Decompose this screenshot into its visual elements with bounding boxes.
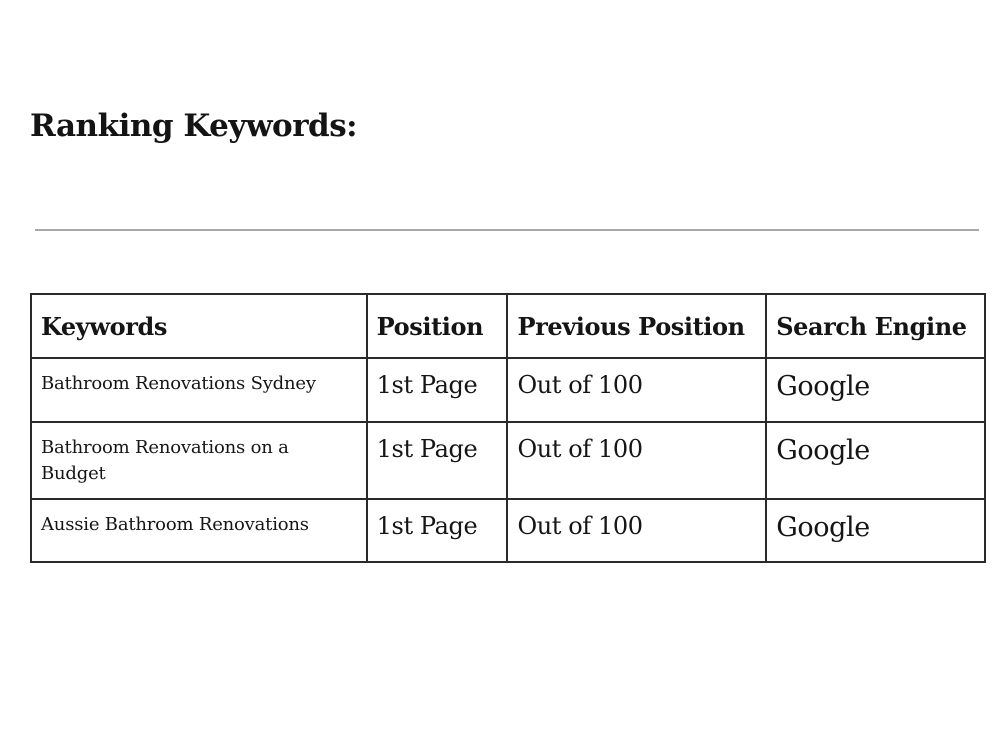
table-row: [31, 358, 985, 422]
position-cell: 1st Page: [367, 358, 508, 422]
keyword-cell: Bathroom Renovations Sydney: [31, 358, 367, 422]
previous-position-cell: Out of 100: [507, 422, 766, 499]
search-engine-cell: Google: [766, 499, 985, 562]
header-keywords: Keywords: [31, 294, 367, 358]
divider: [35, 229, 979, 231]
header-position: Position: [367, 294, 508, 358]
position-cell: 1st Page: [367, 499, 508, 562]
table-row: [31, 499, 985, 562]
keyword-cell: Aussie Bathroom Renovations: [31, 499, 367, 562]
position-cell: 1st Page: [367, 422, 508, 499]
header-previous-position: Previous Position: [507, 294, 766, 358]
keyword-cell: Bathroom Renovations on a Budget: [31, 422, 367, 499]
page-title: Ranking Keywords:: [30, 108, 358, 144]
table-header-row: [31, 294, 985, 358]
previous-position-cell: Out of 100: [507, 499, 766, 562]
previous-position-cell: Out of 100: [507, 358, 766, 422]
search-engine-cell: Google: [766, 358, 985, 422]
header-search-engine: Search Engine: [766, 294, 985, 358]
ranking-keywords-table: [30, 293, 986, 563]
table-row: [31, 422, 985, 499]
search-engine-cell: Google: [766, 422, 985, 499]
